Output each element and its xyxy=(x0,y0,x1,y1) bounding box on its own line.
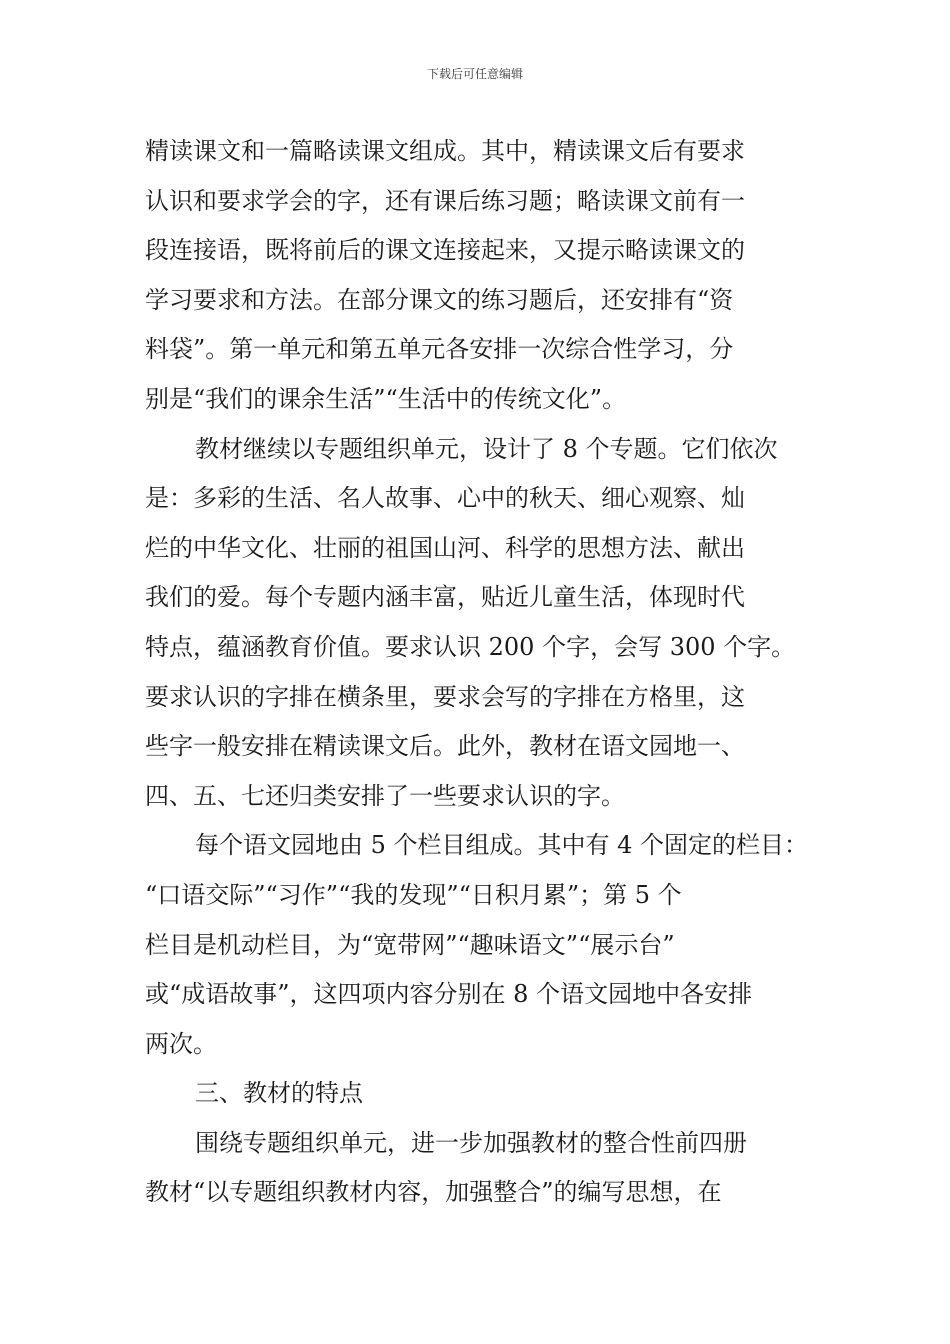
text-line: 别是“我们的课余生活”“生活中的传统文化”。 xyxy=(145,384,627,413)
text-line: 烂的中华文化、壮丽的祖国山河、科学的思想方法、献出 xyxy=(145,533,745,562)
text-line: 特点，蕴涵教育价值。要求认识 200 个字，会写 300 个字。 xyxy=(145,632,796,661)
paragraph-start-line: 教材继续以专题组织单元，设计了 8 个专题。它们依次 xyxy=(195,434,778,463)
text-line: 四、五、七还归类安排了一些要求认识的字。 xyxy=(145,781,625,810)
text-line: 段连接语，既将前后的课文连接起来，又提示略读课文的 xyxy=(145,236,745,265)
text-line: 我们的爱。每个专题内涵丰富，贴近儿童生活，体现时代 xyxy=(145,583,745,612)
text-line: 料袋”。第一单元和第五单元各安排一次综合性学习，分 xyxy=(145,335,734,364)
text-line: 是：多彩的生活、名人故事、心中的秋天、细心观察、灿 xyxy=(145,484,745,513)
text-line: 栏目是机动栏目，为“宽带网”“趣味语文”“展示台” xyxy=(145,930,675,959)
text-line: 两次。 xyxy=(145,1029,217,1058)
text-line: “口语交际”“习作”“我的发现”“日积月累”；第 5 个 xyxy=(145,880,682,909)
section-heading: 三、教材的特点 xyxy=(195,1079,363,1108)
text-line: 学习要求和方法。在部分课文的练习题后，还安排有“资 xyxy=(145,285,734,314)
document-body xyxy=(145,127,815,1218)
text-line: 教材“以专题组织教材内容，加强整合”的编写思想，在 xyxy=(145,1178,722,1207)
text-line: 精读课文和一篇略读课文组成。其中，精读课文后有要求 xyxy=(145,137,745,165)
text-line: 要求认识的字排在横条里，要求会写的字排在方格里，这 xyxy=(145,682,745,711)
text-line: 认识和要求学会的字，还有课后练习题；略读课文前有一 xyxy=(145,186,745,215)
page-header: 下载后可任意编辑 xyxy=(426,67,523,81)
text-line: 些字一般安排在精读课文后。此外，教材在语文园地一、 xyxy=(145,732,745,761)
paragraph-start-line: 每个语文园地由 5 个栏目组成。其中有 4 个固定的栏目： xyxy=(195,831,809,860)
text-line: 或“成语故事”，这四项内容分别在 8 个语文园地中各安排 xyxy=(145,980,753,1009)
paragraph-start-line: 围绕专题组织单元，进一步加强教材的整合性前四册 xyxy=(195,1128,747,1157)
